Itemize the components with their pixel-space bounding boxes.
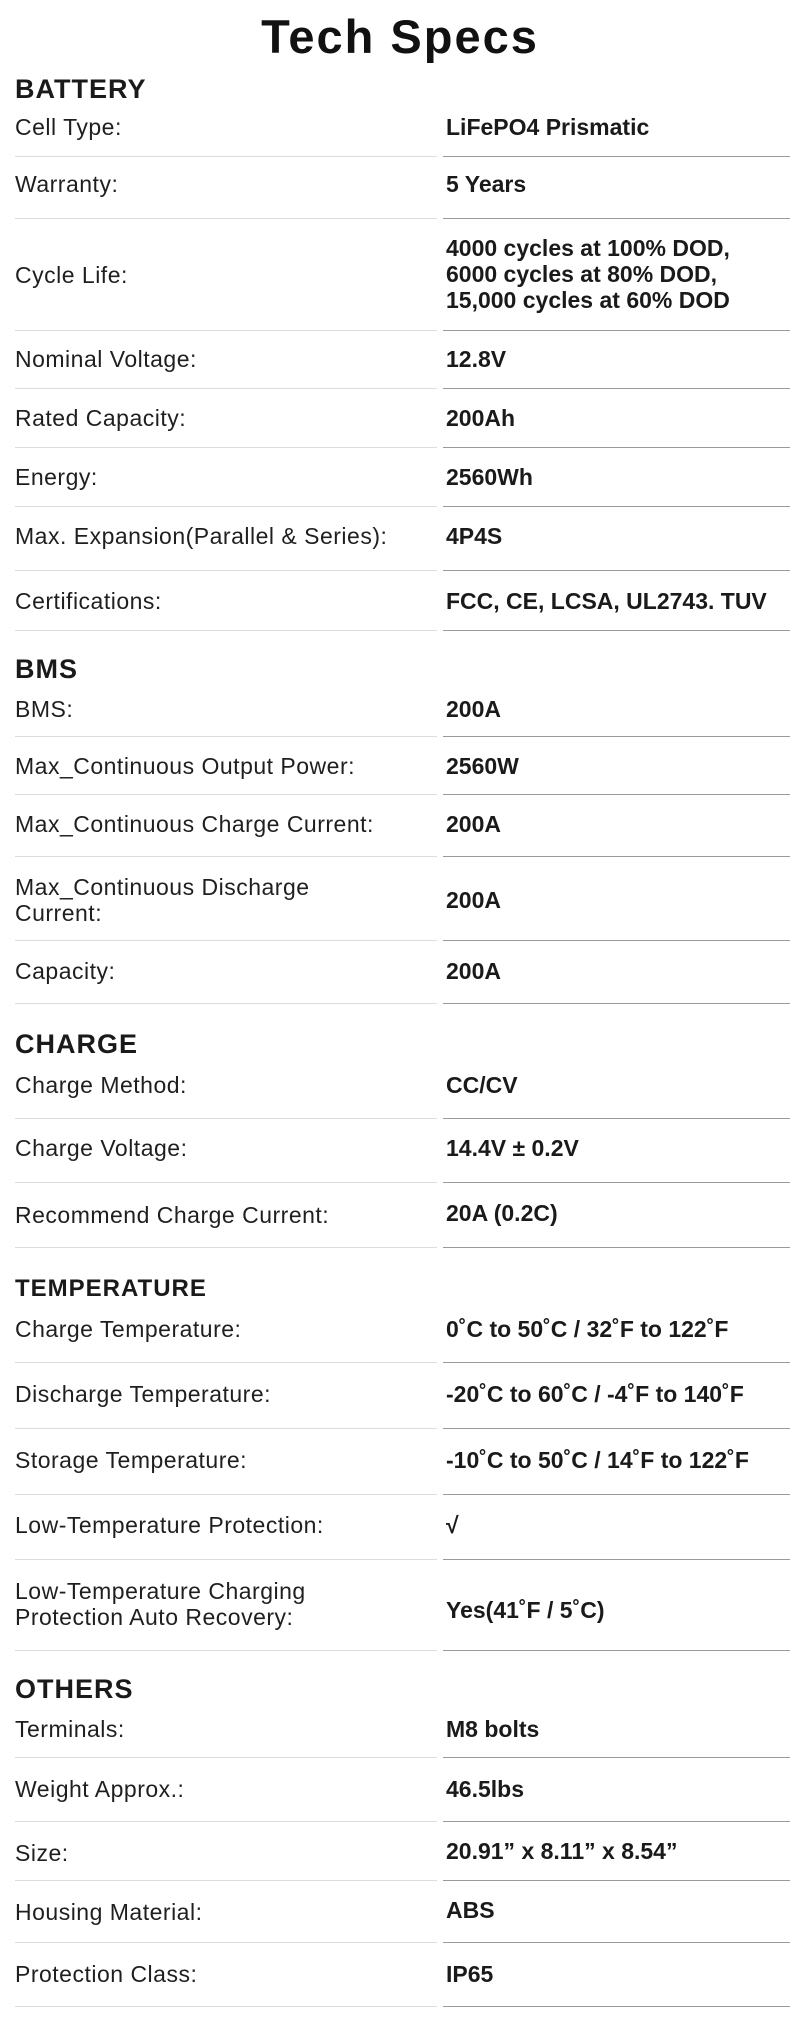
spec-label-storage-temperature: Storage Temperature: <box>15 1447 248 1473</box>
spec-label-energy: Energy: <box>15 464 98 490</box>
row-divider <box>443 1362 790 1363</box>
row-divider <box>15 1757 437 1758</box>
section-heading-others: OTHERS <box>15 1674 134 1704</box>
row-divider <box>443 2006 790 2007</box>
spec-value-certifications: FCC, CE, LCSA, UL2743. TUV <box>446 588 767 614</box>
row-divider <box>15 1821 437 1822</box>
spec-label-housing-material: Housing Material: <box>15 1899 203 1925</box>
row-divider <box>15 506 437 507</box>
spec-label-certifications: Certifications: <box>15 588 162 614</box>
spec-value-housing-material: ABS <box>446 1897 495 1923</box>
spec-label-size: Size: <box>15 1840 69 1866</box>
row-divider <box>15 1494 437 1495</box>
row-divider <box>443 1118 790 1119</box>
row-divider <box>443 1003 790 1004</box>
spec-value-low-temperature-charging-recovery: Yes(41˚F / 5˚C) <box>446 1597 605 1623</box>
row-divider <box>15 388 437 389</box>
row-divider <box>443 156 790 157</box>
spec-label-max-continuous-output-power: Max_Continuous Output Power: <box>15 753 356 779</box>
spec-label-recommend-charge-current: Recommend Charge Current: <box>15 1202 330 1228</box>
row-divider <box>443 447 790 448</box>
row-divider <box>443 1821 790 1822</box>
spec-label-protection-class: Protection Class: <box>15 1961 198 1987</box>
row-divider <box>443 1650 790 1651</box>
row-divider <box>443 1559 790 1560</box>
spec-value-low-temperature-protection: √ <box>446 1512 459 1538</box>
row-divider <box>443 940 790 941</box>
spec-value-protection-class: IP65 <box>446 1961 494 1987</box>
spec-label-charge-voltage: Charge Voltage: <box>15 1135 188 1161</box>
spec-value-energy: 2560Wh <box>446 464 533 490</box>
spec-label-cycle-life: Cycle Life: <box>15 262 128 288</box>
spec-value-size: 20.91” x 8.11” x 8.54” <box>446 1838 678 1864</box>
row-divider <box>15 570 437 571</box>
row-divider <box>15 218 437 219</box>
row-divider <box>443 1428 790 1429</box>
spec-value-cycle-life: 4000 cycles at 100% DOD, 6000 cycles at 80% DOD, 15,000 cycles at 60% DOD <box>446 235 730 313</box>
row-divider <box>15 1650 437 1651</box>
spec-label-low-temperature-protection: Low-Temperature Protection: <box>15 1512 324 1538</box>
row-divider <box>15 156 437 157</box>
spec-value-bms: 200A <box>446 696 501 722</box>
spec-label-charge-method: Charge Method: <box>15 1072 187 1098</box>
spec-value-max-continuous-discharge-current: 200A <box>446 887 501 913</box>
row-divider <box>15 330 437 331</box>
row-divider <box>15 447 437 448</box>
row-divider <box>15 736 437 737</box>
spec-value-max-continuous-output-power: 2560W <box>446 753 519 779</box>
row-divider <box>15 1362 437 1363</box>
spec-label-low-temperature-charging-recovery: Low-Temperature Charging Protection Auto Recovery: <box>15 1578 306 1630</box>
spec-label-weight: Weight Approx.: <box>15 1776 185 1802</box>
row-divider <box>443 1247 790 1248</box>
row-divider <box>443 218 790 219</box>
section-heading-temperature: TEMPERATURE <box>15 1275 207 1302</box>
row-divider <box>15 1003 437 1004</box>
row-divider <box>443 388 790 389</box>
spec-value-recommend-charge-current: 20A (0.2C) <box>446 1200 558 1226</box>
row-divider <box>443 856 790 857</box>
spec-value-weight: 46.5lbs <box>446 1776 524 1802</box>
row-divider <box>443 570 790 571</box>
row-divider <box>443 1494 790 1495</box>
row-divider <box>15 1942 437 1943</box>
spec-label-max-expansion: Max. Expansion(Parallel & Series): <box>15 523 388 549</box>
spec-value-nominal-voltage: 12.8V <box>446 346 507 372</box>
row-divider <box>15 1118 437 1119</box>
row-divider <box>15 2006 437 2007</box>
section-heading-bms: BMS <box>15 654 78 684</box>
row-divider <box>15 1182 437 1183</box>
spec-label-warranty: Warranty: <box>15 171 119 197</box>
spec-value-max-expansion: 4P4S <box>446 523 503 549</box>
row-divider <box>443 1757 790 1758</box>
spec-label-rated-capacity: Rated Capacity: <box>15 405 187 431</box>
row-divider <box>15 940 437 941</box>
row-divider <box>15 630 437 631</box>
spec-label-terminals: Terminals: <box>15 1716 125 1742</box>
row-divider <box>443 506 790 507</box>
row-divider <box>443 1942 790 1943</box>
spec-value-max-continuous-charge-current: 200A <box>446 811 501 837</box>
row-divider <box>15 856 437 857</box>
row-divider <box>15 1247 437 1248</box>
section-heading-battery: BATTERY <box>15 74 147 104</box>
spec-value-terminals: M8 bolts <box>446 1716 540 1742</box>
spec-value-rated-capacity: 200Ah <box>446 405 516 431</box>
spec-value-capacity: 200A <box>446 958 501 984</box>
row-divider <box>15 1880 437 1881</box>
spec-value-discharge-temperature: -20˚C to 60˚C / -4˚F to 140˚F <box>446 1381 744 1407</box>
row-divider <box>443 630 790 631</box>
spec-label-nominal-voltage: Nominal Voltage: <box>15 346 197 372</box>
spec-label-capacity: Capacity: <box>15 958 116 984</box>
row-divider <box>443 794 790 795</box>
row-divider <box>15 1559 437 1560</box>
spec-value-storage-temperature: -10˚C to 50˚C / 14˚F to 122˚F <box>446 1447 749 1473</box>
spec-label-charge-temperature: Charge Temperature: <box>15 1316 242 1342</box>
spec-label-bms: BMS: <box>15 696 74 722</box>
spec-label-discharge-temperature: Discharge Temperature: <box>15 1381 272 1407</box>
row-divider <box>443 736 790 737</box>
spec-label-max-continuous-discharge-current: Max_Continuous Discharge Current: <box>15 874 310 926</box>
page-title: Tech Specs <box>261 10 539 63</box>
spec-label-max-continuous-charge-current: Max_Continuous Charge Current: <box>15 811 374 837</box>
row-divider <box>443 330 790 331</box>
row-divider <box>15 794 437 795</box>
section-heading-charge: CHARGE <box>15 1029 139 1059</box>
spec-value-charge-method: CC/CV <box>446 1072 518 1098</box>
spec-value-charge-voltage: 14.4V ± 0.2V <box>446 1135 579 1161</box>
row-divider <box>15 1428 437 1429</box>
spec-value-cell-type: LiFePO4 Prismatic <box>446 114 650 140</box>
row-divider <box>443 1182 790 1183</box>
spec-label-cell-type: Cell Type: <box>15 114 122 140</box>
spec-value-warranty: 5 Years <box>446 171 527 197</box>
row-divider <box>443 1880 790 1881</box>
spec-value-charge-temperature: 0˚C to 50˚C / 32˚F to 122˚F <box>446 1316 729 1342</box>
